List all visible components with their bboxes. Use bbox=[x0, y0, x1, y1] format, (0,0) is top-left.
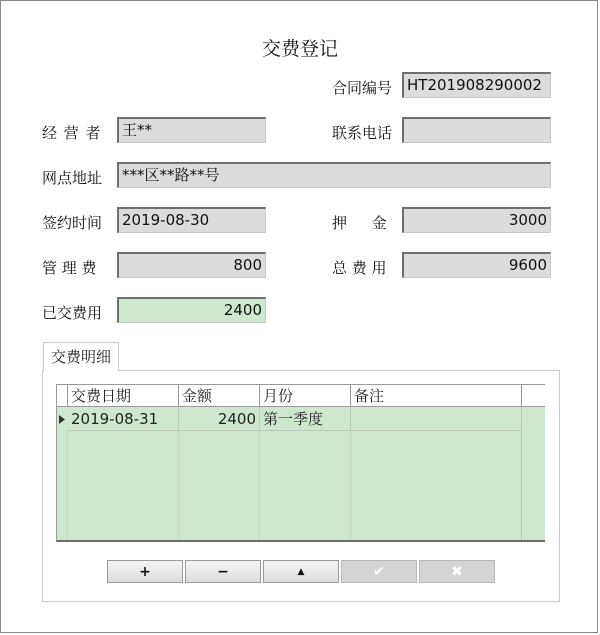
grid-header-note[interactable]: 备注 bbox=[351, 385, 522, 407]
grid-header-month[interactable]: 月份 bbox=[260, 385, 351, 407]
deposit-label: 押 金 bbox=[332, 214, 387, 232]
grid-header-date[interactable]: 交费日期 bbox=[68, 385, 179, 407]
paid-fee-field[interactable]: 2400 bbox=[117, 297, 266, 323]
operator-field[interactable]: 王** bbox=[117, 117, 266, 143]
address-label: 网点地址 bbox=[42, 169, 103, 187]
grid-col-line bbox=[350, 431, 351, 540]
management-fee-field[interactable]: 800 bbox=[117, 252, 266, 278]
tab-payment-details[interactable]: 交费明细 bbox=[43, 342, 119, 371]
cancel-button[interactable] bbox=[419, 560, 495, 583]
address-field[interactable]: ***区**路**号 bbox=[117, 162, 551, 188]
page-title: 交费登记 bbox=[261, 38, 338, 60]
total-fee-field[interactable]: 9600 bbox=[402, 252, 551, 278]
insert-button[interactable] bbox=[107, 560, 183, 583]
grid-col-line bbox=[67, 431, 68, 540]
x-icon: ✖ bbox=[451, 563, 463, 580]
triangle-up-icon: ▲ bbox=[297, 566, 305, 577]
paid-fee-label: 已交费用 bbox=[42, 304, 103, 322]
phone-label: 联系电话 bbox=[332, 124, 393, 142]
contract-no-label: 合同编号 bbox=[332, 79, 393, 97]
payment-grid[interactable] bbox=[56, 384, 545, 542]
delete-button[interactable] bbox=[185, 560, 261, 583]
table-row-cell-amount[interactable]: 2400 bbox=[179, 407, 260, 431]
minus-icon: − bbox=[217, 563, 229, 580]
grid-col-line bbox=[259, 431, 260, 540]
plus-icon: + bbox=[139, 563, 151, 580]
sign-date-label: 签约时间 bbox=[42, 214, 103, 232]
check-icon: ✔ bbox=[373, 563, 385, 580]
management-fee-label: 管 理 费 bbox=[42, 259, 97, 277]
edit-button[interactable] bbox=[263, 560, 339, 583]
grid-header-amount[interactable]: 金额 bbox=[179, 385, 260, 407]
current-row-indicator bbox=[57, 407, 67, 431]
grid-col-line bbox=[521, 431, 522, 540]
total-fee-label: 总 费 用 bbox=[332, 259, 387, 277]
sign-date-field[interactable]: 2019-08-30 bbox=[117, 207, 266, 233]
operator-label: 经 营 者 bbox=[42, 124, 102, 142]
grid-corner-header bbox=[57, 385, 68, 407]
row-pointer-icon bbox=[59, 415, 65, 424]
contract-no-field[interactable]: HT201908290002 bbox=[402, 72, 551, 98]
grid-col-line bbox=[178, 431, 179, 540]
table-row-cell-month[interactable]: 第一季度 bbox=[260, 407, 351, 431]
post-button[interactable] bbox=[341, 560, 417, 583]
table-row-cell-date[interactable]: 2019-08-31 bbox=[68, 407, 179, 431]
grid-header-filler bbox=[522, 385, 545, 407]
deposit-field[interactable]: 3000 bbox=[402, 207, 551, 233]
table-row-cell-note[interactable] bbox=[351, 407, 522, 431]
phone-field[interactable] bbox=[402, 117, 551, 143]
